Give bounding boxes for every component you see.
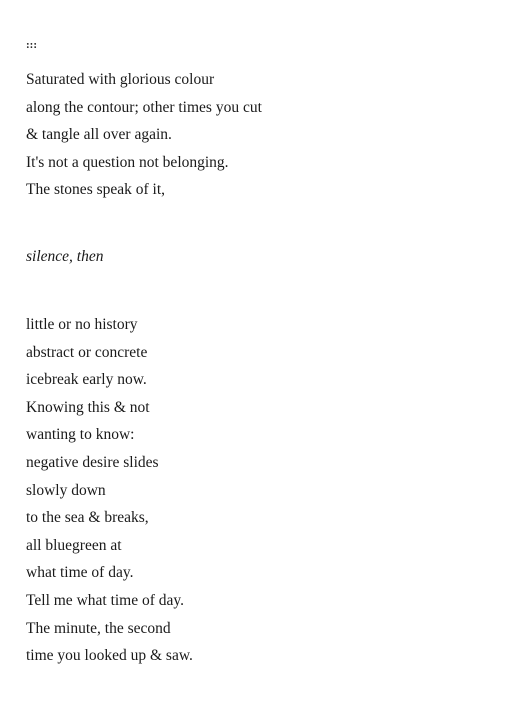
poem-line: It's not a question not belonging. (26, 153, 229, 171)
stanza-2 (26, 311, 193, 670)
poem-line: to the sea & breaks, (26, 509, 149, 527)
poem-line: time you looked up & saw. (26, 647, 193, 665)
stanza-1 (26, 66, 262, 204)
interlude-line: silence, then (26, 248, 104, 265)
poem-line: Knowing this & not (26, 398, 150, 416)
poem-line: along the contour; other times you cut (26, 98, 262, 116)
poem-line: abstract or concrete (26, 343, 148, 361)
poem-line: wanting to know: (26, 426, 135, 444)
poem-line: & tangle all over again. (26, 126, 172, 144)
poem-line: what time of day. (26, 564, 134, 582)
poem-line: The minute, the second (26, 619, 171, 637)
poem-line: negative desire slides (26, 453, 159, 471)
poem-line: Tell me what time of day. (26, 591, 185, 609)
poem-line: little or no history (26, 316, 138, 333)
poem-line: Saturated with glorious colour (26, 71, 215, 88)
poem-line: The stones speak of it, (26, 181, 166, 199)
poem-line: slowly down (26, 481, 106, 499)
section-marker: ::: (26, 39, 37, 51)
poem-line: all bluegreen at (26, 536, 122, 554)
poem-line: icebreak early now. (26, 371, 147, 389)
